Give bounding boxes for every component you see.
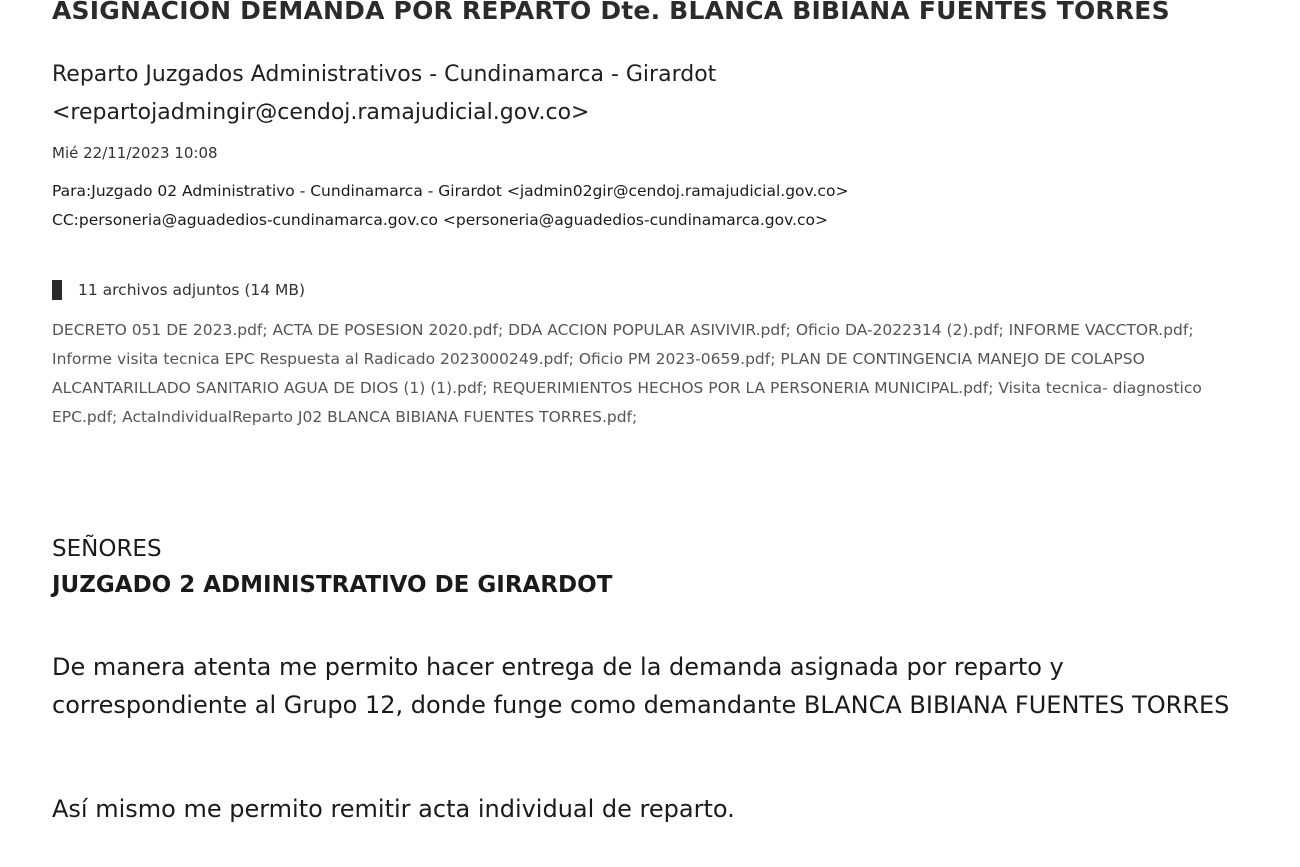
sender-email[interactable]: <repartojadmingir@cendoj.ramajudicial.gov.co> (52, 100, 590, 125)
attachment-icon (52, 280, 62, 300)
email-subject: ASIGNACION DEMANDA POR REPARTO Dte. BLANCA BIBIANA FUENTES TORRES (52, 0, 1170, 25)
attachments-summary: 11 archivos adjuntos (14 MB) (78, 281, 306, 299)
cc-recipients: CC:personeria@aguadedios-cundinamarca.gov.co <personeria@aguadedios-cundinamarca.gov.co> (52, 211, 828, 229)
sender-name[interactable]: Reparto Juzgados Administrativos - Cundinamarca - Girardot (52, 62, 717, 87)
attachments-list: DECRETO 051 DE 2023.pdf; ACTA DE POSESION 2020.pdf; DDA ACCION POPULAR ASIVIVIR.pdf; Oficio DA-2022314 (2).pdf; INFORME VACCTOR.pdf; Informe visita tecnica EPC Respuesta al Radicado 2023000249.pdf; Oficio PM 2023-0659.pdf; PLAN DE CONTINGENCIA MANEJO DE COLAPSO ALCANTARILLADO SANITARIO AGUA DE DIOS (1) (1).pdf; REQUERIMIENTOS HECHOS POR LA PERSONERIA MUNICIPAL.pdf; Visita tecnica- diagnostico EPC.pdf; ActaIndividualReparto J02 BLANCA BIBIANA FUENTES TORRES.pdf; (52, 321, 1202, 426)
body-paragraph-1: De manera atenta me permito hacer entrega de la demanda asignada por reparto y correspondiente al Grupo 12, donde funge como demandante BLANCA BIBIANA FUENTES TORRES (52, 653, 1230, 719)
attachments-header[interactable] (52, 280, 305, 300)
email-date: Mié 22/11/2023 10:08 (52, 144, 218, 162)
body-paragraph-2: Así mismo me permito remitir acta individual de reparto. (52, 795, 735, 823)
court-name: JUZGADO 2 ADMINISTRATIVO DE GIRARDOT (52, 572, 613, 598)
salutation: SEÑORES (52, 536, 162, 562)
to-recipients: Para:Juzgado 02 Administrativo - Cundinamarca - Girardot <jadmin02gir@cendoj.ramajudicial.gov.co> (52, 182, 849, 200)
